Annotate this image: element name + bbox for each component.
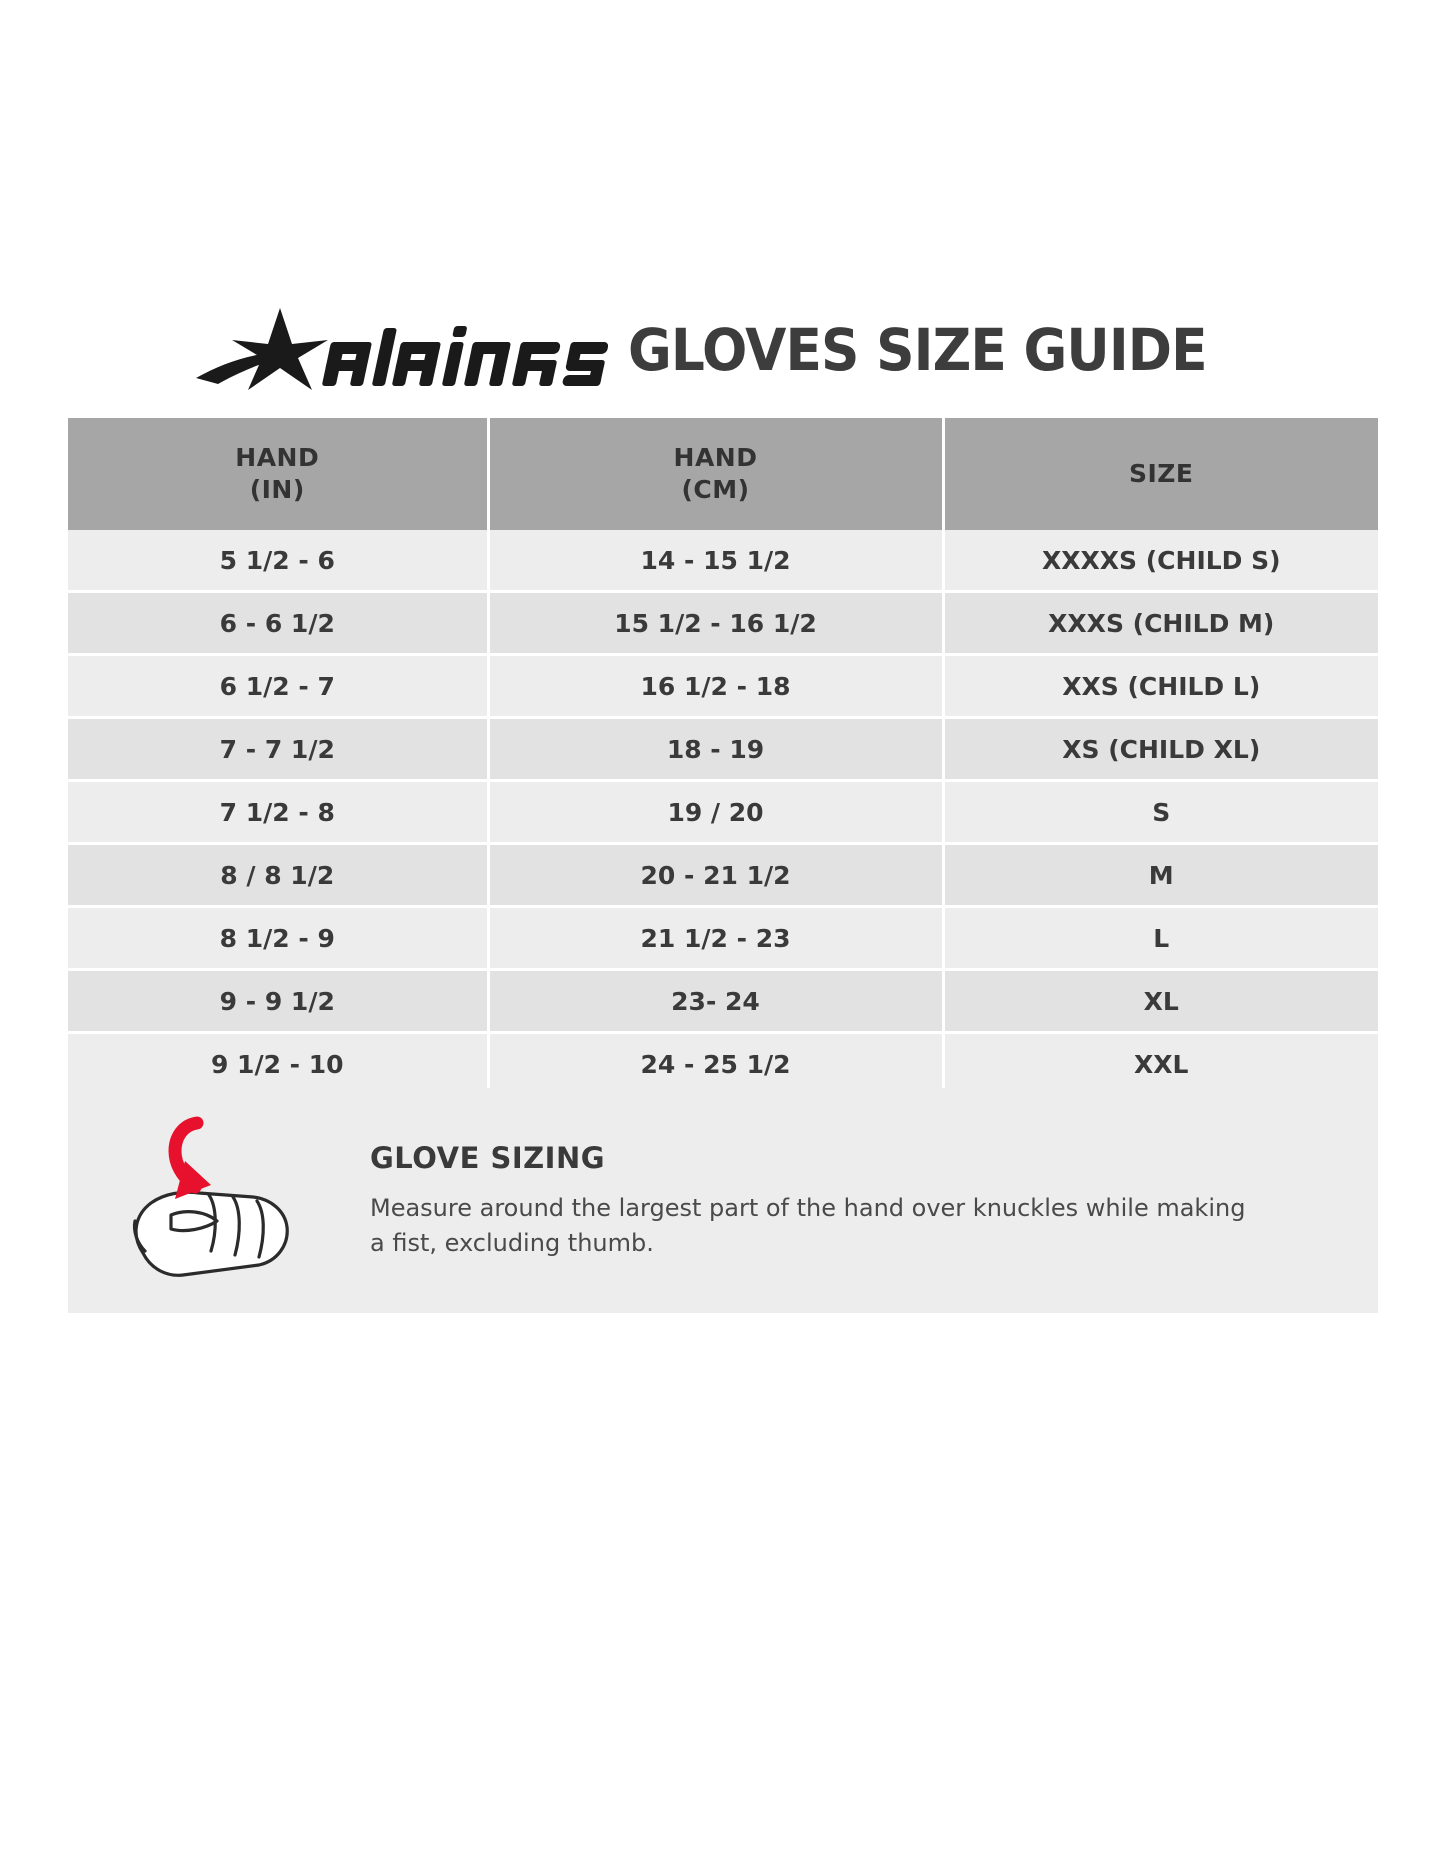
page-header: [70, 295, 1375, 405]
table-row: [68, 655, 1378, 718]
measure-arrow-icon: [175, 1123, 211, 1199]
table-header: [68, 418, 1378, 530]
table-row: [68, 970, 1378, 1033]
table-row: [68, 844, 1378, 907]
cell-hand-cm: 21 1/2 - 23: [488, 907, 943, 970]
cell-size: M: [943, 844, 1378, 907]
size-chart-table: [68, 418, 1378, 1094]
column-header-hand-cm: [488, 418, 943, 530]
fist-hand-measure-icon: [108, 1101, 338, 1301]
cell-hand-cm: 18 - 19: [488, 718, 943, 781]
table-row: [68, 781, 1378, 844]
cell-size: XL: [943, 970, 1378, 1033]
column-header-size-line1: SIZE: [1128, 459, 1194, 488]
column-header-size: [943, 418, 1378, 530]
cell-hand-cm: 16 1/2 - 18: [488, 655, 943, 718]
cell-size: XS (CHILD XL): [943, 718, 1378, 781]
glove-sizing-text: [370, 1141, 1290, 1259]
alpinestars-logo: [188, 300, 618, 400]
cell-hand-cm: 20 - 21 1/2: [488, 844, 943, 907]
column-header-hand-in-line1: HAND: [235, 443, 320, 472]
glove-sizing-description: Measure around the largest part of the hand over knuckles while making a fist, excluding thumb.: [370, 1194, 1246, 1257]
alpinestars-star-icon: [188, 300, 608, 400]
column-header-hand-in-line2: (IN): [249, 475, 305, 504]
cell-hand-in: 5 1/2 - 6: [68, 530, 488, 592]
cell-size: L: [943, 907, 1378, 970]
cell-hand-in: 6 - 6 1/2: [68, 592, 488, 655]
table-body: [68, 530, 1378, 1094]
cell-hand-in: 9 - 9 1/2: [68, 970, 488, 1033]
table-row: [68, 907, 1378, 970]
cell-size: S: [943, 781, 1378, 844]
fist-illustration: [113, 1103, 333, 1298]
cell-hand-cm: 19 / 20: [488, 781, 943, 844]
cell-hand-cm: 24 - 25 1/2: [488, 1033, 943, 1095]
cell-hand-cm: 14 - 15 1/2: [488, 530, 943, 592]
column-header-hand-in: [68, 418, 488, 530]
cell-hand-cm: 15 1/2 - 16 1/2: [488, 592, 943, 655]
glove-sizing-panel: [68, 1088, 1378, 1313]
cell-hand-cm: 23- 24: [488, 970, 943, 1033]
table-header-row: [68, 418, 1378, 530]
cell-size: XXL: [943, 1033, 1378, 1095]
table-row: [68, 592, 1378, 655]
cell-hand-in: 8 / 8 1/2: [68, 844, 488, 907]
cell-hand-in: 8 1/2 - 9: [68, 907, 488, 970]
glove-sizing-title: GLOVE SIZING: [370, 1141, 606, 1176]
cell-hand-in: 7 - 7 1/2: [68, 718, 488, 781]
cell-hand-in: 7 1/2 - 8: [68, 781, 488, 844]
table-row: [68, 530, 1378, 592]
table-row: [68, 1033, 1378, 1095]
cell-size: XXS (CHILD L): [943, 655, 1378, 718]
page-title: GLOVES SIZE GUIDE: [628, 316, 1207, 384]
cell-size: XXXS (CHILD M): [943, 592, 1378, 655]
table-row: [68, 718, 1378, 781]
cell-hand-in: 6 1/2 - 7: [68, 655, 488, 718]
cell-hand-in: 9 1/2 - 10: [68, 1033, 488, 1095]
cell-size: XXXXS (CHILD S): [943, 530, 1378, 592]
column-header-hand-cm-line1: HAND: [673, 443, 758, 472]
column-header-hand-cm-line2: (CM): [681, 475, 750, 504]
